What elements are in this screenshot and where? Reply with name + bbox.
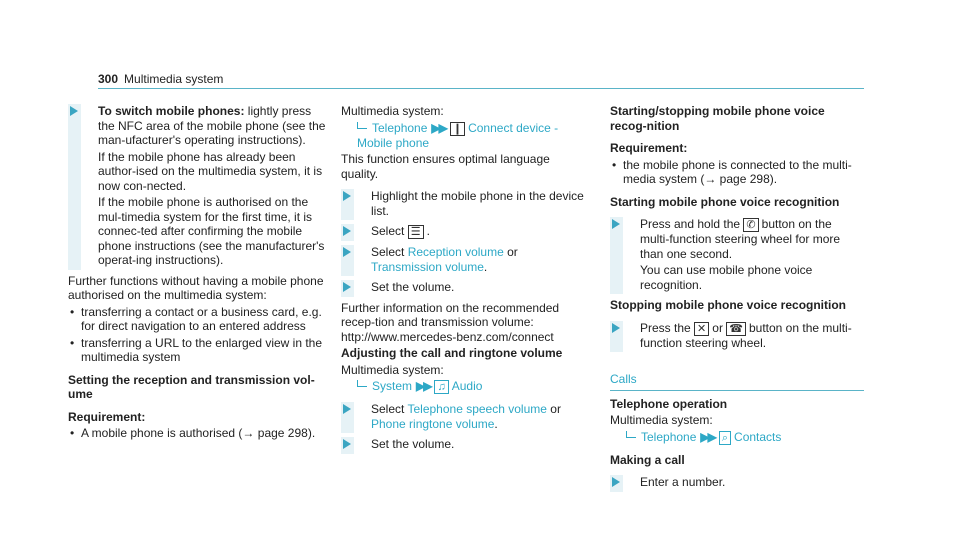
chevron-right-icon: ▶▶ (700, 429, 715, 444)
step-bold-label: To switch mobile phones: (98, 104, 245, 118)
further-info-text: Further information on the recommended recep-tion and transmission volume: http://www.mercedes-benz.com/connect (341, 300, 560, 344)
path-link-connect-device[interactable]: Connect device - Mobile phone (357, 120, 559, 150)
step-select-menu: Select ☰ . (341, 224, 588, 239)
step-highlight-phone: Highlight the mobile phone in the device list. (341, 189, 588, 218)
menu-icon: ☰ (408, 225, 424, 239)
step-arrow-icon (70, 106, 78, 116)
subheading-start-recognition: Starting mobile phone voice recognition (610, 194, 840, 209)
requirement-heading: Requirement: (68, 409, 146, 424)
list-item: • transferring a contact or a business card, e.g. for direct navigation to an entered address (68, 305, 326, 334)
list-item: • transferring a URL to the enlarged view in the multimedia system (68, 336, 326, 365)
path-link-system[interactable]: System (372, 379, 413, 393)
link-reception-volume[interactable]: Reception volume (407, 245, 504, 259)
hang-up-icon: ☎ (726, 322, 746, 336)
voice-control-icon: ✆ (743, 218, 758, 232)
page-number: 300 (98, 72, 119, 86)
step-switch-phones: To switch mobile phones: lightly press the NFC area of the mobile phone (see the man-ufacturer's operating instructions). If the mobile phone has already been author-ised on the multimedia system, it is now con-nected. If the mobile phone is authorised on the mul-timedia system for the first time, it is connec-ted after confirming the mobile phone instructions (see the manufacturer's operat-ing instructions). (68, 104, 326, 268)
step-arrow-icon (343, 439, 351, 449)
subheading-stop-recognition: Stopping mobile phone voice recognition (610, 298, 847, 312)
column-3: Starting/stopping mobile phone voice recog-nition Requirement: • the mobile phone is connected to the multi-media system (→ page 298). Starting mobile phone voice recognition Press and hold the ✆ button on the multi-function steering wheel for more than one second. You can use mobile phone voice recognition. Stopping mobile phone voice recognition Press the ✕ or ☎ button on the multi-function steering wheel. Calls Telephone operation Multimedia system: Telephone ▶▶ ⌕ Contacts Making a call Enter a number. (610, 104, 864, 496)
subheading-making-call: Making a call (610, 452, 685, 467)
section-heading-voice-recognition: Starting/stopping mobile phone voice recog-nition (610, 104, 825, 133)
step-press-stop: Press the ✕ or ☎ button on the multi-function steering wheel. (610, 321, 864, 351)
chevron-right-icon: ▶▶ (431, 120, 446, 135)
menu-path-connect-device (341, 121, 588, 151)
path-link-telephone[interactable]: Telephone (641, 429, 697, 444)
chevron-right-icon: ▶▶ (416, 379, 431, 393)
step-arrow-icon (343, 247, 351, 257)
step-select-call-volume: Select Telephone speech volume or Phone ringtone volume. (341, 402, 588, 431)
column-2: Multimedia system: Telephone ▶▶ ❙ Connect device - Mobile phone This function ensures optimal language quality. Highlight the mobile phone in the device list. Select ☰ . Select Reception volume or Transmission volume. Set the volume. Further information on the recommended recep-tion and transmission volume: http://www.mercedes-benz.com/connect Adjusting the call and ringtone volume Multimedia system: System ▶▶ ♫ Audio Select Telephone speech volume or Phone ringtone volume. Set the volume. (341, 104, 588, 458)
list-item: • A mobile phone is authorised (→ page 298). (68, 426, 326, 441)
requirement-heading: Requirement: (610, 141, 688, 155)
step-set-volume-2: Set the volume. (341, 437, 588, 452)
link-phone-ringtone-volume[interactable]: Phone ringtone volume (371, 416, 495, 431)
step-enter-number: Enter a number. (610, 475, 864, 490)
page-header-title: Multimedia system (124, 72, 224, 86)
audio-icon: ♫ (434, 380, 448, 394)
step-arrow-icon (343, 404, 351, 414)
menu-path-contacts (610, 430, 864, 445)
path-link-audio[interactable]: Audio (451, 379, 483, 393)
path-hook-icon (357, 122, 367, 129)
path-hook-icon (626, 431, 636, 438)
search-icon: ⌕ (719, 431, 731, 445)
back-icon: ✕ (694, 322, 709, 336)
step-press-hold-voice: Press and hold the ✆ button on the multi-function steering wheel for more than one second. You can use mobile phone voice recognition. (610, 217, 864, 292)
step-set-volume: Set the volume. (341, 280, 588, 295)
step-arrow-icon (343, 282, 351, 292)
path-hook-icon (357, 380, 367, 387)
step-arrow-icon (612, 477, 620, 487)
section-title-calls: Calls (610, 372, 864, 391)
further-functions-text: Further functions without having a mobile phone authorised on the multimedia system: (68, 273, 324, 302)
subheading-telephone-operation: Telephone operation (610, 396, 728, 411)
section-heading-setting-volume: Setting the reception and transmission vol-ume (68, 372, 315, 401)
path-link-telephone[interactable]: Telephone (372, 120, 428, 135)
link-transmission-volume[interactable]: Transmission volume (371, 259, 484, 274)
step-bar (68, 104, 81, 270)
step-arrow-icon (612, 323, 620, 333)
step-arrow-icon (612, 219, 620, 229)
page-header (98, 72, 223, 87)
step-select-volume-type: Select Reception volume or Transmission volume. (341, 245, 588, 274)
mobile-phone-icon: ❙ (450, 122, 465, 136)
column-1 (68, 104, 326, 443)
step-arrow-icon (343, 226, 351, 236)
link-telephone-speech-volume[interactable]: Telephone speech volume (407, 402, 547, 416)
path-link-contacts[interactable]: Contacts (734, 429, 782, 444)
step-arrow-icon (343, 191, 351, 201)
list-item: • the mobile phone is connected to the multi-media system (→ page 298). (610, 158, 864, 187)
header-rule (98, 88, 864, 89)
menu-path-audio (341, 379, 588, 394)
section-heading-adjust-volume: Adjusting the call and ringtone volume (341, 346, 563, 360)
